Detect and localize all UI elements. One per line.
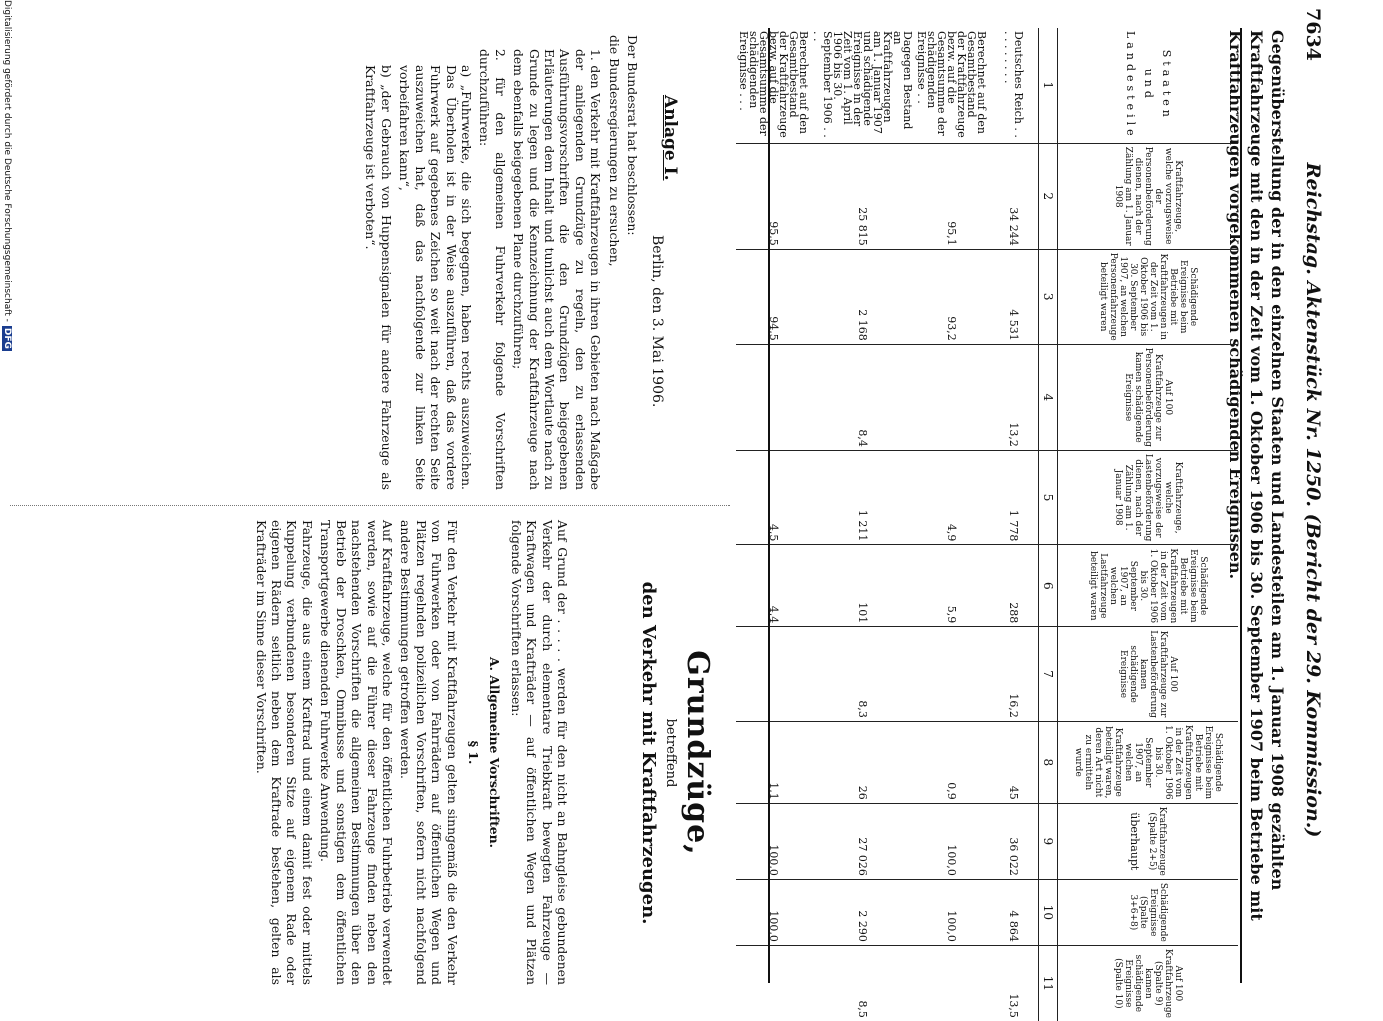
column-number: 5 — [1039, 450, 1058, 545]
table-title: Gegenüberstellung der in den einzelnen Staaten und Landesteilen am 1. Januar 1908 gezählten Kraftfahrzeuge mit den in der Zeit vom 1. Oktober 1906 bis 30. September 1907 beim Betriebe mit Kraftfahrzeugen vorgekommenen schädigenden Ereignissen. — [1226, 30, 1287, 921]
table-cell: 0,9 — [914, 721, 988, 803]
page-header — [1284, 0, 1324, 1000]
table-cell: 4,5 — [736, 450, 810, 545]
column-header: Schädigende Ereignisse beim Betriebe mit Kraftfahrzeugen in der Zeit vom 1. Oktober 1906 bis 30. September 1907, an welchen Lastfahrzeuge beteiligt waren — [1058, 545, 1239, 627]
table-cell: 95,1 — [914, 143, 988, 249]
page-number: 7634 — [1302, 8, 1324, 61]
table-cell — [914, 945, 988, 1021]
table-cell: 13,5 — [988, 945, 1039, 1021]
table-row — [736, 28, 810, 1021]
column-header: Kraftfahrzeuge, welche vorzugsweise der Personenbeförderung dienen, nach der Zählung am 1. Januar 1908 — [1058, 143, 1239, 249]
table-cell: 2 290 — [810, 879, 914, 945]
table-cell: 45 — [988, 721, 1039, 803]
column-divider — [10, 505, 730, 506]
paragraph: 1. den Verkehr mit Kraftfahrzeugen in ihren Gebieten nach Maßgabe der anliegenden Grundzüge zu regeln, den zu erlassenden Ausführungsvorschriften die den Grundzügen beigegebenen Erläuterungen dem Inhalt und tunlichst auch dem Wortlaute nach zu Grunde zu legen und die Kennzeichnung der Kraftfahrzeuge nach dem ebenfalls beigegebenen Plane durchzuführen; — [511, 49, 604, 490]
column-header: Schädigende Ereignisse (Spalte 3+6+8) — [1058, 879, 1239, 945]
state-column-header: Staaten und Landesteile — [1058, 28, 1239, 143]
table-cell: 8,3 — [810, 627, 914, 722]
table-cell: 4 531 — [988, 249, 1039, 344]
paragraph: Auf Kraftfahrzeuge, welche für den öffentlichen Fuhrbetrieb verwendet werden, sowie auf die Führer dieser Fahrzeuge finden neben den nachstehenden Vorschriften die allgemeinen Bestimmungen über den Betrieb der Droschken, Omnibusse und sonstigen dem öffentlichen Transportgewerbe dienenden Fuhrwerke Anwendung. — [318, 520, 395, 985]
column-number: 2 — [1039, 143, 1058, 249]
column-number: 4 — [1039, 344, 1058, 450]
paragraph: Auf Grund der . . . . . werden für den nicht an Bahngleise gebundenen Verkehr der durch elementare Triebkraft bewegten Fahrzeuge — Kraftwagen und Krafträder — auf öffentlichen Wegen und Plätzen folgende Vorschriften erlassen: — [508, 520, 570, 985]
paragraph: b) „der Gebrauch von Huppensignalen für andere Fahrzeuge als Kraftfahrzeuge ist verboten“. — [363, 65, 394, 490]
table-cell: 8,5 — [810, 945, 914, 1021]
row-label: Berechnet auf den Gesamtbestand der Kraftfahrzeuge bezw. auf die Gesamtsumme der schädigenden Ereignisse . . — [915, 31, 988, 138]
row-label: Deutsches Reich . . . . . . . . . . — [1002, 31, 1025, 138]
divider — [1240, 28, 1242, 983]
table-row — [810, 28, 914, 1021]
table-row — [988, 28, 1039, 1021]
column-header: Kraftfahrzeuge, welche vorzugsweise der Lastenbeförderung dienen, nach der Zählung am 1. Januar 1908 — [1058, 450, 1239, 545]
paragraph: Fahrzeuge, die aus einem Kraftrad und einem damit fest oder mittels Kuppelung verbundenen besonderen Sitze auf eigenem Rade oder eigenen Rädern seitlich neben dem Kraftrade bestehen, gelten als Krafträder im Sinne dieser Vorschriften. — [253, 520, 315, 985]
column-number: 10 — [1039, 879, 1058, 945]
paragraph: a) „Fuhrwerke, die sich begegnen, haben rechts auszuweichen. Das Überholen ist in der Weise auszuführen, daß das vordere Fuhrwerk auf gegebenes Zeichen so weit nach der rechten Seite auszuweichen hat, daß das nachfolgende zur linken Seite vorbeifahren kann“, — [397, 65, 474, 490]
paragraph: Der Bundesrat hat beschlossen: — [625, 35, 640, 236]
table-cell: 4,4 — [736, 545, 810, 627]
table-cell: 95,5 — [736, 143, 810, 249]
table-cell: 26 — [810, 721, 914, 803]
footer: Digitalisierung gefördert durch die Deutsche Forschungsgemeinschaft -DFG — [2, 0, 12, 349]
table-cell: 36 022 — [988, 803, 1039, 879]
divider — [768, 28, 770, 983]
table-cell: 100,0 — [736, 803, 810, 879]
date-line: Berlin, den 3. Mai 1906. — [649, 235, 665, 408]
header-title: Reichstag. Aktenstück Nr. 1250. (Bericht der 29. Kommission.) — [1302, 162, 1324, 838]
column-number: 6 — [1039, 545, 1058, 627]
table-cell: 34 244 — [988, 143, 1039, 249]
table-cell: 2 168 — [810, 249, 914, 344]
column-header: Schädigende Ereignisse beim Betriebe mit Kraftfahrzeugen in der Zeit vom 1. Oktober 1906 bis 30. September 1907, an welchen Kraftfahrzeuge beteiligt waren, deren Art nicht zu ermitteln wurde — [1058, 721, 1239, 803]
table-cell: 16,2 — [988, 627, 1039, 722]
table-cell: 288 — [988, 545, 1039, 627]
group-label: überhaupt — [1128, 812, 1141, 871]
table-cell — [736, 945, 810, 1021]
resolution-text — [360, 35, 640, 490]
table-cell: 13,2 — [988, 344, 1039, 450]
column-header: Auf 100 Kraftfahrzeuge zur Lastenbeförderung kamen schädigende Ereignisse — [1058, 627, 1239, 722]
row-label: Berechnet auf den Gesamtbestand der Kraftfahrzeuge bezw. auf die Gesamtsumme der schädigenden Ereignisse . . . — [737, 31, 810, 138]
column-number: 9 — [1039, 803, 1058, 879]
table-cell: 100,0 — [736, 879, 810, 945]
column-header: Auf 100 Kraftfahrzeuge (Spalte 9) kamen schädigende Ereignisse (Spalte 10) — [1058, 945, 1239, 1021]
section-heading: A. Allgemeine Vorschriften. — [487, 656, 503, 848]
table-cell: 1 211 — [810, 450, 914, 545]
table-cell: 4,9 — [914, 450, 988, 545]
dfg-logo: DFG — [2, 327, 12, 349]
grundzuege-heading: Grundzüge, betreffend den Verkehr mit Kraftfahrzeugen. — [638, 581, 715, 925]
column-number: 1 — [1039, 28, 1058, 143]
column-header: Auf 100 Kraftfahrzeuge zur Personenbeförderung kamen schädigende Ereignisse — [1058, 344, 1239, 450]
paragraph: Für den Verkehr mit Kraftfahrzeugen gelten sinngemäß die den Verkehr von Fuhrwerken oder von Fahrrädern auf öffentlichen Wegen und Plätzen regelnden polizeilichen Vorschriften, sofern nicht nachfolgend andere Bestimmungen getroffen werden. — [398, 520, 460, 985]
table-cell: 101 — [810, 545, 914, 627]
paragraph-number: § 1. — [465, 740, 481, 765]
regulation-text — [250, 520, 570, 985]
table-cell: 5,9 — [914, 545, 988, 627]
column-number: 8 — [1039, 721, 1058, 803]
column-header: Schädigende Ereignisse beim Betriebe mit Kraftfahrzeugen in der Zeit vom 1. Oktober 1906 bis 30. September 1907, an welchen Personenfahrzeuge beteiligt waren — [1058, 249, 1239, 344]
table-cell — [914, 627, 988, 722]
table-cell: 100,0 — [914, 879, 988, 945]
column-number: 11 — [1039, 945, 1058, 1021]
table-cell: 93,2 — [914, 249, 988, 344]
table-cell: 1,1 — [736, 721, 810, 803]
table-cell: 8,4 — [810, 344, 914, 450]
table-cell: 100,0 — [914, 803, 988, 879]
table-cell: 94,5 — [736, 249, 810, 344]
column-header: Kraftfahrzeuge (Spalte 2+5) überhaupt — [1058, 803, 1239, 879]
table-cell: 4 864 — [988, 879, 1039, 945]
table-cell — [736, 344, 810, 450]
statistics-table — [736, 28, 1238, 1021]
table-cell: 1 778 — [988, 450, 1039, 545]
table-row — [914, 28, 988, 1021]
column-number: 3 — [1039, 249, 1058, 344]
paragraph: die Bundesregierungen zu ersuchen, — [606, 35, 622, 267]
table-cell — [914, 344, 988, 450]
table-cell — [736, 627, 810, 722]
table-cell: 25 815 — [810, 143, 914, 249]
row-label: Dagegen Bestand an Kraftfahrzeugen am 1. Januar 1907 und schädigende Ereignisse in der Zeit vom 1. April 1906 bis 30. September 1906 . . . . — [811, 31, 914, 138]
appendix-heading: Anlage I. — [660, 95, 680, 181]
paragraph: 2. für den allgemeinen Fuhrverkehr folgende Vorschriften durchzuführen: — [477, 49, 508, 490]
column-number: 7 — [1039, 627, 1058, 722]
table-cell: 27 026 — [810, 803, 914, 879]
